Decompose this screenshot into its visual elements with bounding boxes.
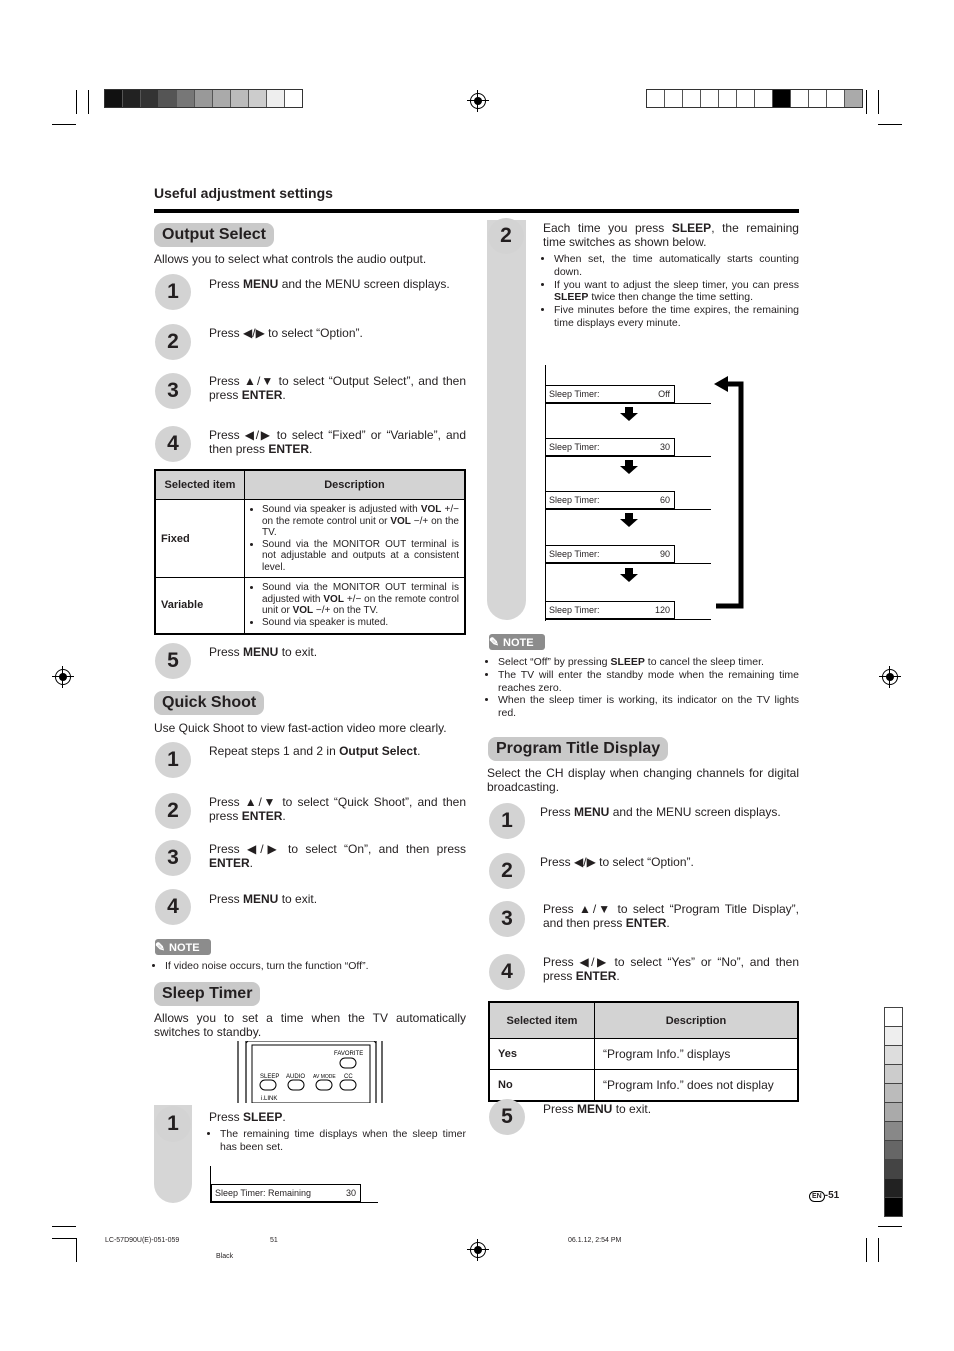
step-number: 3 — [155, 840, 191, 876]
timer-label: Sleep Timer: — [549, 442, 600, 452]
pencil-icon: ✎ — [489, 635, 500, 649]
timer-label: Sleep Timer: — [549, 389, 600, 399]
remote-label-cc: CC — [344, 1074, 353, 1080]
down-arrow-icon — [620, 574, 638, 582]
sleep-step1-note — [209, 1128, 466, 1154]
timer-frame — [210, 1202, 378, 1203]
pencil-icon: ✎ — [155, 940, 166, 954]
step-number: 1 — [155, 742, 191, 778]
step-number: 1 — [155, 274, 191, 310]
timer-frame — [545, 619, 711, 620]
color-bar-left — [104, 89, 303, 108]
selected-item: Variable — [155, 578, 245, 634]
step-stripe — [487, 220, 526, 620]
timer-value: 120 — [654, 605, 670, 615]
row-description: “Program Info.” does not display — [595, 1070, 799, 1102]
table-header: Description — [245, 470, 466, 500]
down-arrow-icon — [620, 466, 638, 474]
note-bullet: • Select “Off” by pressing SLEEP to cancel the sleep timer. — [498, 656, 799, 669]
selected-item: No — [489, 1070, 595, 1102]
output-select-table — [154, 469, 466, 635]
program-title-display-title: Program Title Display — [488, 737, 668, 761]
crop-mark — [76, 1238, 77, 1262]
step-number: 4 — [489, 954, 525, 990]
step-text: Press ▲/▼ to select “Output Select”, and then press ENTER. — [209, 374, 466, 402]
crop-mark — [88, 90, 89, 114]
timer-label: Sleep Timer: Remaining — [215, 1188, 312, 1198]
section-header: Useful adjustment settings — [154, 185, 333, 201]
row-description: “Program Info.” displays — [595, 1039, 799, 1070]
quick-shoot-description: Use Quick Shoot to view fast-action video more clearly. — [154, 721, 447, 735]
step-text: Each time you press SLEEP, the remaining time switches as shown below. — [543, 221, 799, 249]
step-text: Press MENU to exit. — [209, 645, 318, 659]
step-text: Press MENU to exit. — [543, 1102, 652, 1116]
timer-frame — [545, 456, 711, 457]
timer-box — [545, 385, 675, 403]
page-number: EN -51 — [809, 1190, 839, 1202]
step-text: Press MENU to exit. — [209, 892, 318, 906]
crop-mark — [878, 1238, 879, 1262]
header-rule — [154, 209, 799, 213]
down-arrow-icon — [620, 519, 638, 527]
step-text: Press ◀/▶ to select “Fixed” or “Variable”, and then press ENTER. — [209, 428, 466, 456]
crop-mark — [52, 124, 76, 125]
timer-box — [545, 545, 675, 563]
step-text: Press ◀/▶ to select “Yes” or “No”, and then press ENTER. — [543, 955, 799, 983]
table-row — [489, 1039, 798, 1070]
footer-date: 06.1.12, 2:54 PM — [568, 1237, 622, 1244]
program-title-table — [488, 1001, 799, 1102]
step-number: 4 — [155, 426, 191, 462]
table-row — [489, 1070, 798, 1102]
footer-color: Black — [216, 1253, 234, 1260]
output-select-description: Allows you to select what controls the audio output. — [154, 252, 427, 266]
language-badge: EN — [809, 1191, 825, 1202]
step-number: 1 — [155, 1106, 191, 1142]
sleep-step2-notes — [543, 253, 799, 330]
step-number: 3 — [489, 901, 525, 937]
timer-box — [545, 438, 675, 456]
step-text: Press MENU and the MENU screen displays. — [209, 277, 450, 291]
table-row — [155, 578, 465, 634]
color-bar-right — [646, 89, 863, 108]
description-bullet: • Sound via the MONITOR OUT terminal is not adjustable and outputs at a consistent level. — [262, 539, 459, 574]
note-badge: ✎ NOTE — [155, 939, 211, 955]
timer-value: 60 — [659, 495, 670, 505]
timer-label: Sleep Timer: — [549, 605, 600, 615]
step-text: Press ◀/▶ to select “On”, and then press ENTER. — [209, 842, 466, 870]
remote-label-favorite: FAVORITE — [334, 1051, 364, 1057]
step-text: Press ▲/▼ to select “Quick Shoot”, and then press ENTER. — [209, 795, 466, 823]
step-text: Repeat steps 1 and 2 in Output Select. — [209, 744, 421, 758]
note-bullet: • When the sleep timer is working, its indicator on the TV lights red. — [498, 694, 799, 720]
step-text: Press ◀/▶ to select “Option”. — [209, 326, 363, 340]
timer-box — [545, 491, 675, 509]
timer-value: 30 — [345, 1188, 356, 1198]
note-bullet: • The TV will enter the standby mode when the remaining time reaches zero. — [498, 669, 799, 695]
registration-mark-icon — [55, 669, 71, 685]
registration-mark-icon — [470, 93, 486, 109]
timer-frame — [545, 403, 711, 404]
output-select-title: Output Select — [154, 223, 274, 247]
table-row — [155, 500, 465, 578]
note-bullet: • Five minutes before the time expires, the remaining time displays every minute. — [554, 304, 799, 330]
crop-mark — [866, 90, 867, 114]
timer-frame — [545, 509, 711, 510]
step-number: 2 — [155, 324, 191, 360]
loop-back-arrow-icon — [714, 374, 748, 610]
sleep-timer-title: Sleep Timer — [154, 982, 260, 1006]
step-number: 3 — [155, 373, 191, 409]
table-header: Selected item — [489, 1002, 595, 1039]
step-number: 4 — [155, 889, 191, 925]
selected-item: Fixed — [155, 500, 245, 578]
description-bullet: • Sound via speaker is muted. — [262, 617, 459, 629]
step-number: 1 — [489, 803, 525, 839]
note-bullet: • When set, the time automatically starts counting down. — [554, 253, 799, 279]
description-bullet: • Sound via speaker is adjusted with VOL +/− on the remote control unit or VOL −/+ on the TV. — [262, 504, 459, 539]
step-number: 2 — [489, 853, 525, 889]
remaining-timer-box — [211, 1184, 361, 1202]
step-number: 2 — [155, 793, 191, 829]
table-header: Description — [595, 1002, 799, 1039]
timer-frame — [545, 563, 711, 564]
row-description — [245, 578, 466, 634]
note-bullet: • If you want to adjust the sleep timer, you can press SLEEP twice then change the time setting. — [554, 279, 799, 305]
program-title-description: Select the CH display when changing channels for digital broadcasting. — [487, 766, 799, 794]
step-text: Press ▲/▼ to select “Program Title Display”, and then press ENTER. — [543, 902, 799, 930]
note-badge: ✎ NOTE — [489, 634, 545, 650]
sleep-timer-notes — [487, 656, 799, 720]
step-text: Press ◀/▶ to select “Option”. — [540, 855, 694, 869]
crop-mark — [52, 1238, 76, 1239]
crop-mark — [52, 1226, 76, 1227]
crop-mark — [878, 90, 879, 114]
remote-label-audio: AUDIO — [286, 1074, 306, 1080]
footer-page: 51 — [270, 1237, 278, 1244]
row-description — [245, 500, 466, 578]
step-number: 2 — [488, 218, 524, 254]
step-number: 5 — [489, 1099, 525, 1135]
timer-value: 30 — [659, 442, 670, 452]
remote-label-ilink: i.LINK — [261, 1096, 278, 1102]
remote-label-sleep: SLEEP — [260, 1074, 280, 1080]
timer-label: Sleep Timer: — [549, 549, 600, 559]
remote-control-illustration — [236, 1041, 384, 1103]
table-header: Selected item — [155, 470, 245, 500]
down-arrow-icon — [620, 413, 638, 421]
gray-scale-bar — [884, 1007, 902, 1217]
sleep-timer-description: Allows you to set a time when the TV automatically switches to standby. — [154, 1011, 466, 1039]
quick-shoot-note — [154, 960, 466, 973]
crop-mark — [878, 124, 902, 125]
registration-mark-icon — [470, 1242, 486, 1258]
step-text: Press MENU and the MENU screen displays. — [540, 805, 781, 819]
description-bullet: • Sound via the MONITOR OUT terminal is adjusted with VOL +/− on the remote control unit or VOL −/+ on the TV. — [262, 582, 459, 617]
remote-label-avmode: AV MODE — [313, 1074, 336, 1080]
footer-filename: LC-57D90U(E)-051-059 — [105, 1237, 180, 1244]
crop-mark — [878, 1226, 902, 1227]
step-number: 5 — [155, 643, 191, 679]
step-text: Press SLEEP. — [209, 1110, 286, 1124]
note-bullet: • The remaining time displays when the sleep timer has been set. — [220, 1128, 466, 1154]
crop-mark — [76, 90, 77, 114]
quick-shoot-title: Quick Shoot — [154, 691, 264, 715]
timer-value: 90 — [659, 549, 670, 559]
timer-value: Off — [658, 389, 670, 399]
selected-item: Yes — [489, 1039, 595, 1070]
timer-box — [545, 601, 675, 619]
note-bullet: • If video noise occurs, turn the function “Off”. — [165, 960, 466, 973]
crop-mark — [866, 1238, 867, 1262]
timer-label: Sleep Timer: — [549, 495, 600, 505]
registration-mark-icon — [882, 669, 898, 685]
